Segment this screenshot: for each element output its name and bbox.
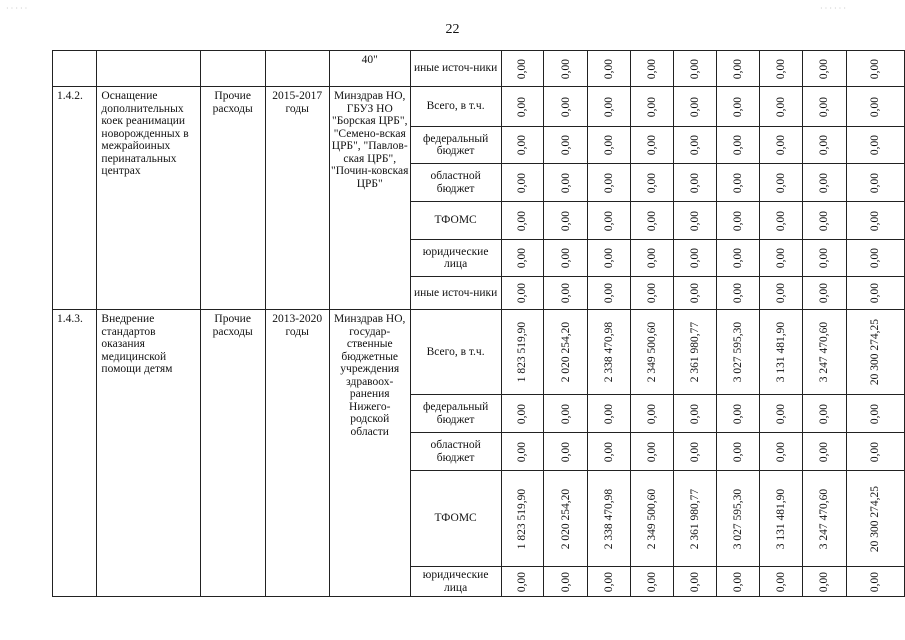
years-cell: 2015-2017 годы <box>265 87 329 310</box>
scan-artifact: · · · · · <box>6 4 28 13</box>
value-text: 0,00 <box>731 247 744 269</box>
value-text: 0,00 <box>645 403 658 424</box>
value-cell <box>674 127 717 164</box>
value-text: 0,00 <box>559 247 572 269</box>
value-cell <box>802 87 846 127</box>
value-text: 0,00 <box>818 172 831 193</box>
value-cell <box>846 395 904 433</box>
value-text: 0,00 <box>818 441 831 462</box>
value-text: 0,00 <box>731 134 744 156</box>
value-text: 0,00 <box>731 58 744 79</box>
table-row <box>53 87 905 127</box>
value-text: 0,00 <box>688 571 701 592</box>
value-cell <box>802 240 846 277</box>
value-text: 0,00 <box>818 210 831 231</box>
value-text: 0,00 <box>559 96 572 117</box>
value-text: 0,00 <box>603 282 615 304</box>
value-cell <box>501 51 544 87</box>
value-cell <box>759 567 802 597</box>
value-cell <box>544 202 588 240</box>
value-text: 0,00 <box>516 282 529 304</box>
source-cell: областной бюджет <box>410 164 501 202</box>
value-cell <box>501 310 544 395</box>
expense-type: Прочие расходы <box>200 310 265 597</box>
value-cell <box>544 471 588 567</box>
source-cell: иные источ-ники <box>410 277 501 310</box>
value-cell <box>674 395 717 433</box>
value-text: 0,00 <box>774 210 787 231</box>
value-cell <box>759 127 802 164</box>
value-text: 0,00 <box>731 96 744 117</box>
source-cell: ТФОМС <box>410 202 501 240</box>
value-cell <box>588 395 631 433</box>
value-cell <box>631 51 674 87</box>
value-text: 0,00 <box>559 441 572 462</box>
value-text: 0,00 <box>774 247 787 269</box>
value-text: 0,00 <box>774 282 787 304</box>
value-cell <box>588 87 631 127</box>
value-cell <box>846 277 904 310</box>
value-text: 0,00 <box>818 134 831 156</box>
value-text: 0,00 <box>603 172 615 193</box>
value-cell <box>759 277 802 310</box>
value-text: 0,00 <box>645 134 658 156</box>
source-cell: юридические лица <box>410 567 501 597</box>
value-cell <box>588 51 631 87</box>
empty-cell <box>265 51 329 87</box>
value-cell <box>717 51 760 87</box>
value-cell <box>846 471 904 567</box>
value-text: 0,00 <box>869 134 882 156</box>
value-cell <box>802 567 846 597</box>
value-text: 3 131 481,90 <box>774 321 787 383</box>
value-cell <box>544 433 588 471</box>
value-cell <box>674 277 717 310</box>
value-text: 0,00 <box>869 403 882 424</box>
value-cell <box>759 164 802 202</box>
value-text: 0,00 <box>688 403 701 424</box>
value-cell <box>631 202 674 240</box>
value-cell <box>759 87 802 127</box>
value-text: 0,00 <box>818 96 831 117</box>
value-text: 0,00 <box>869 282 882 304</box>
value-text: 0,00 <box>869 58 882 79</box>
value-text: 20 300 274,25 <box>869 318 882 386</box>
value-text: 0,00 <box>774 172 787 193</box>
value-cell <box>802 202 846 240</box>
value-text: 2 020 254,20 <box>559 321 572 383</box>
value-text: 0,00 <box>645 441 658 462</box>
value-cell <box>588 433 631 471</box>
value-cell <box>588 277 631 310</box>
value-cell <box>759 471 802 567</box>
value-cell <box>846 87 904 127</box>
value-cell <box>846 240 904 277</box>
value-cell <box>717 202 760 240</box>
value-cell <box>544 395 588 433</box>
scan-artifact: · · · · · · <box>820 4 846 13</box>
value-cell <box>631 127 674 164</box>
value-text: 2 020 254,20 <box>559 488 572 549</box>
value-cell <box>674 433 717 471</box>
value-text: 0,00 <box>559 210 572 231</box>
value-text: 0,00 <box>603 210 615 231</box>
value-text: 0,00 <box>603 134 615 156</box>
value-text: 0,00 <box>688 96 701 117</box>
page-number: 22 <box>445 22 460 37</box>
value-text: 20 300 274,25 <box>869 485 882 552</box>
value-cell <box>846 127 904 164</box>
value-text: 2 338 470,98 <box>603 321 615 383</box>
value-text: 1 823 519,90 <box>516 321 529 383</box>
value-text: 0,00 <box>869 441 882 462</box>
value-cell <box>846 164 904 202</box>
value-text: 0,00 <box>559 172 572 193</box>
value-text: 0,00 <box>603 58 615 79</box>
value-text: 0,00 <box>731 571 744 592</box>
value-cell <box>674 567 717 597</box>
value-text: 0,00 <box>645 210 658 231</box>
value-text: 3 247 470,60 <box>818 488 831 549</box>
value-text: 0,00 <box>774 441 787 462</box>
value-text: 0,00 <box>559 571 572 592</box>
value-text: 0,00 <box>516 172 529 193</box>
value-cell <box>802 471 846 567</box>
value-cell <box>631 471 674 567</box>
value-cell <box>674 240 717 277</box>
value-cell <box>631 87 674 127</box>
value-cell <box>588 471 631 567</box>
source-cell: федеральный бюджет <box>410 395 501 433</box>
value-cell <box>759 395 802 433</box>
value-text: 0,00 <box>688 441 701 462</box>
value-cell <box>501 240 544 277</box>
value-cell <box>802 433 846 471</box>
value-text: 0,00 <box>731 210 744 231</box>
item-id: 1.4.3. <box>53 310 97 597</box>
value-cell <box>631 395 674 433</box>
value-text: 0,00 <box>688 282 701 304</box>
value-cell <box>501 202 544 240</box>
value-cell <box>544 240 588 277</box>
value-text: 0,00 <box>645 571 658 592</box>
value-text: 0,00 <box>774 134 787 156</box>
value-text: 0,00 <box>516 134 529 156</box>
value-cell <box>544 51 588 87</box>
source-cell: Всего, в т.ч. <box>410 310 501 395</box>
value-cell <box>588 310 631 395</box>
value-text: 0,00 <box>818 282 831 304</box>
value-text: 2 361 980,77 <box>688 321 701 383</box>
value-cell <box>717 310 760 395</box>
value-text: 3 027 595,30 <box>731 321 744 383</box>
value-text: 0,00 <box>645 96 658 117</box>
value-text: 0,00 <box>869 96 882 117</box>
value-cell <box>846 433 904 471</box>
value-text: 0,00 <box>516 210 529 231</box>
value-cell <box>846 567 904 597</box>
value-cell <box>631 433 674 471</box>
value-cell <box>588 240 631 277</box>
value-text: 0,00 <box>645 172 658 193</box>
value-cell <box>501 87 544 127</box>
value-cell <box>501 395 544 433</box>
value-cell <box>544 277 588 310</box>
value-text: 0,00 <box>603 247 615 269</box>
value-text: 0,00 <box>559 58 572 79</box>
value-cell <box>674 164 717 202</box>
value-cell <box>759 240 802 277</box>
value-cell <box>802 310 846 395</box>
value-text: 0,00 <box>645 282 658 304</box>
value-text: 0,00 <box>818 571 831 592</box>
value-text: 0,00 <box>688 247 701 269</box>
value-cell <box>674 310 717 395</box>
source-cell: Всего, в т.ч. <box>410 87 501 127</box>
value-cell <box>588 127 631 164</box>
source-cell: областной бюджет <box>410 433 501 471</box>
value-cell <box>631 164 674 202</box>
empty-cell <box>97 51 200 87</box>
value-text: 0,00 <box>603 571 615 592</box>
value-text: 0,00 <box>731 403 744 424</box>
value-cell <box>802 277 846 310</box>
value-cell <box>674 471 717 567</box>
value-text: 0,00 <box>559 282 572 304</box>
value-cell <box>759 51 802 87</box>
value-cell <box>759 202 802 240</box>
value-text: 0,00 <box>516 58 529 79</box>
value-text: 0,00 <box>688 134 701 156</box>
value-text: 0,00 <box>516 247 529 269</box>
value-text: 0,00 <box>688 58 701 79</box>
value-cell <box>544 164 588 202</box>
value-text: 3 131 481,90 <box>774 488 787 549</box>
value-cell <box>802 51 846 87</box>
expense-type: Прочие расходы <box>200 87 265 310</box>
value-cell <box>631 310 674 395</box>
value-text: 0,00 <box>774 571 787 592</box>
value-cell <box>802 127 846 164</box>
empty-cell <box>53 51 97 87</box>
value-text: 0,00 <box>774 96 787 117</box>
value-text: 0,00 <box>559 134 572 156</box>
value-cell <box>501 471 544 567</box>
value-cell <box>631 567 674 597</box>
value-cell <box>631 240 674 277</box>
value-cell <box>501 127 544 164</box>
value-cell <box>759 433 802 471</box>
value-cell <box>501 164 544 202</box>
value-cell <box>717 87 760 127</box>
value-text: 2 349 500,60 <box>645 321 658 383</box>
value-text: 0,00 <box>731 441 744 462</box>
value-text: 0,00 <box>688 172 701 193</box>
value-cell <box>674 51 717 87</box>
value-text: 0,00 <box>603 441 615 462</box>
table-row <box>53 51 905 87</box>
value-text: 0,00 <box>774 58 787 79</box>
value-text: 0,00 <box>774 403 787 424</box>
value-text: 0,00 <box>869 247 882 269</box>
value-cell <box>674 202 717 240</box>
value-cell <box>846 310 904 395</box>
value-cell <box>631 277 674 310</box>
value-cell <box>501 567 544 597</box>
value-text: 0,00 <box>818 58 831 79</box>
value-cell <box>717 127 760 164</box>
value-text: 2 361 980,77 <box>688 488 701 549</box>
value-cell <box>717 433 760 471</box>
value-text: 0,00 <box>559 403 572 424</box>
value-cell <box>717 164 760 202</box>
org-cell: Минздрав НО, ГБУЗ НО "Борская ЦРБ", "Семено-вская ЦРБ", "Павлов-ская ЦРБ", "Почин-ковская ЦРБ" <box>329 87 410 310</box>
empty-cell <box>200 51 265 87</box>
value-text: 0,00 <box>869 571 882 592</box>
value-text: 0,00 <box>603 403 615 424</box>
source-cell: иные источ-ники <box>410 51 501 87</box>
org-cell: Минздрав НО, государ-ственные бюджетные учреждения здравоох-ранения Нижего-родской области <box>329 310 410 597</box>
value-text: 0,00 <box>603 96 615 117</box>
value-cell <box>802 164 846 202</box>
value-text: 0,00 <box>818 403 831 424</box>
value-text: 0,00 <box>516 96 529 117</box>
value-text: 3 247 470,60 <box>818 321 831 383</box>
value-cell <box>846 202 904 240</box>
value-cell <box>802 395 846 433</box>
value-text: 0,00 <box>731 172 744 193</box>
value-cell <box>544 310 588 395</box>
value-cell <box>588 164 631 202</box>
value-text: 1 823 519,90 <box>516 488 529 549</box>
value-cell <box>544 567 588 597</box>
value-cell <box>501 277 544 310</box>
value-text: 0,00 <box>516 403 529 424</box>
value-text: 0,00 <box>516 441 529 462</box>
value-cell <box>717 240 760 277</box>
value-text: 0,00 <box>688 210 701 231</box>
source-cell: ТФОМС <box>410 471 501 567</box>
value-text: 0,00 <box>645 247 658 269</box>
value-cell <box>759 310 802 395</box>
budget-table <box>52 50 905 597</box>
value-cell <box>717 567 760 597</box>
value-cell <box>717 277 760 310</box>
source-cell: юридические лица <box>410 240 501 277</box>
item-name: Оснащение дополнительных коек реанимации новорожденных в межрайоиных перинатальных центрах <box>97 87 200 310</box>
value-cell <box>674 87 717 127</box>
item-name: Внедрение стандартов оказания медицинской помощи детям <box>97 310 200 597</box>
value-text: 0,00 <box>869 172 882 193</box>
value-text: 0,00 <box>869 210 882 231</box>
value-cell <box>717 471 760 567</box>
table-row <box>53 310 905 395</box>
value-text: 0,00 <box>645 58 658 79</box>
value-cell <box>717 395 760 433</box>
value-text: 0,00 <box>516 571 529 592</box>
value-cell <box>501 433 544 471</box>
value-text: 0,00 <box>818 247 831 269</box>
years-cell: 2013-2020 годы <box>265 310 329 597</box>
org-cell: 40" <box>329 51 410 87</box>
value-cell <box>544 87 588 127</box>
source-cell: федеральный бюджет <box>410 127 501 164</box>
item-id: 1.4.2. <box>53 87 97 310</box>
value-text: 2 349 500,60 <box>645 488 658 549</box>
value-text: 0,00 <box>731 282 744 304</box>
value-cell <box>588 202 631 240</box>
value-text: 3 027 595,30 <box>731 488 744 549</box>
value-cell <box>846 51 904 87</box>
value-cell <box>588 567 631 597</box>
value-text: 2 338 470,98 <box>603 488 615 549</box>
value-cell <box>544 127 588 164</box>
